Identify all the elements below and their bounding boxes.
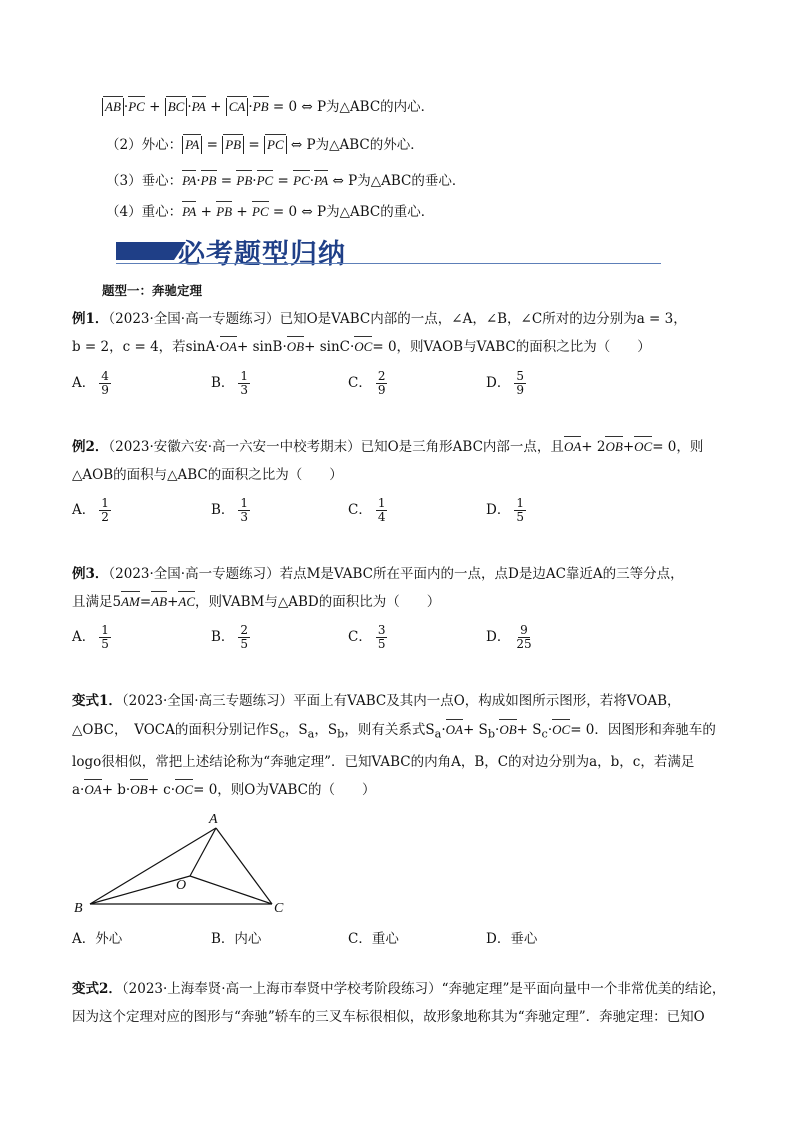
banner-title: 必考题型归纳: [178, 239, 346, 270]
ex2-line-2: △AOB的面积与△ABC的面积之比为（ ）: [72, 467, 343, 483]
ex1-option-c[interactable]: C． $\frac{2}{9}$: [348, 369, 386, 397]
section-title: 题型一：奔驰定理: [102, 283, 203, 298]
intro-item-4: （4）重心：PA + PB + PC = 0 ⇔ P为△ABC的重心．: [106, 204, 435, 220]
edge-ab: [90, 828, 216, 904]
var1-line-2: △OBC， VOCA的面积分别记作$S_c$，$S_a$，$S_b$，则有关系式$S_a\cdot OA+ S_b\cdot OB+ S_c\cdot OC= 0$．因图形和奔驰车的: [72, 722, 716, 741]
triangle-figure: [70, 808, 300, 920]
ex2-option-b[interactable]: B． $\frac{1}{3}$: [211, 496, 249, 524]
banner-rule: [116, 263, 661, 264]
intro-line-1-tail: P为△ABC的内心．: [316, 99, 435, 115]
ex3-option-d[interactable]: D． $\frac{9}{25}$: [486, 623, 532, 651]
ex1-option-b[interactable]: B． $\frac{1}{3}$: [211, 369, 249, 397]
edge-ac: [216, 828, 272, 904]
vertex-label-a: A: [209, 812, 218, 827]
ex3-line-1: 例3．（2023·全国·高一专题练习）若点M是VABC所在平面内的一点，点D是边AC靠近A的三等分点，: [72, 566, 684, 582]
var1-option-c[interactable]: C．重心: [348, 931, 399, 947]
ex2-line-1: 例2．（2023·安徽六安·高一六安一中校考期末）已知O是三角形ABC内部一点，且OA+ 2OB+OC= 0，则: [72, 439, 704, 455]
segment-oc: [190, 876, 272, 904]
point-label-o: O: [176, 878, 187, 893]
var1-option-b[interactable]: B．内心: [211, 931, 262, 947]
var2-line-2: 因为这个定理对应的图形与“奔驰”轿车的三叉车标很相似，故形象地称其为“奔驰定理”．奔驰定理：已知O: [72, 1009, 705, 1025]
var2-line-1: 变式2．（2023·上海奉贤·高一上海市奉贤中学校考阶段练习）“奔驰定理”是平面向量中一个非常优美的结论，: [72, 981, 726, 997]
vertex-label-c: C: [274, 901, 284, 916]
segment-ob: [90, 876, 190, 904]
var1-line-3: logo很相似，常把上述结论称为“奔驰定理”．已知VABC的内角A，B，C的对边分别为a，b，c，若满足: [72, 754, 695, 770]
intro-item-2: （2）外心： PA = PB = PC ⇔ P为△ABC的外心．: [106, 137, 424, 153]
var1-option-d[interactable]: D．垂心: [486, 931, 538, 947]
ex3-option-c[interactable]: C． $\frac{3}{5}$: [348, 623, 386, 651]
ex3-line-2: 且满足5AM=AB+AC，则VABM与△ABD的面积比为（ ）: [72, 594, 441, 610]
ex1-line-1: 例1．（2023·全国·高一专题练习）已知O是VABC内部的一点，∠A，∠B，∠C所对的边分别为a = 3，: [72, 311, 687, 327]
var1-line-4: a·OA+ b·OB+ c·OC= 0，则O为VABC的（ ）: [72, 782, 376, 798]
vector-ab: AB: [102, 98, 124, 116]
ex1-line-2: b = 2，c = 4，若sinA·OA+ sinB·OB+ sinC·OC= 0，则VAOB与VABC的面积之比为（ ）: [72, 339, 651, 355]
ex2-option-a[interactable]: A． $\frac{1}{2}$: [72, 496, 109, 524]
banner-bar: [116, 242, 174, 260]
vertex-label-b: B: [74, 901, 83, 916]
var1-option-a[interactable]: A．外心: [72, 931, 123, 947]
intro-line-1: AB ·PC + BC ·PA + CA ·PB = 0 ⇔ P为△ABC的内心．: [102, 98, 434, 116]
var1-line-1: 变式1．（2023·全国·高三专题练习）平面上有VABC及其内一点O，构成如图所示图形，若将VOAB，: [72, 693, 681, 709]
ex2-option-d[interactable]: D． $\frac{1}{5}$: [486, 496, 524, 524]
ex1-option-a[interactable]: A． $\frac{4}{9}$: [72, 369, 109, 397]
intro-item-3: （3）垂心：PA·PB = PB·PC = PC·PA ⇔ P为△ABC的垂心．: [106, 173, 466, 189]
ex3-option-a[interactable]: A． $\frac{1}{5}$: [72, 623, 109, 651]
ex1-option-d[interactable]: D． $\frac{5}{9}$: [486, 369, 524, 397]
ex3-option-b[interactable]: B． $\frac{2}{5}$: [211, 623, 249, 651]
ex2-option-c[interactable]: C． $\frac{1}{4}$: [348, 496, 386, 524]
